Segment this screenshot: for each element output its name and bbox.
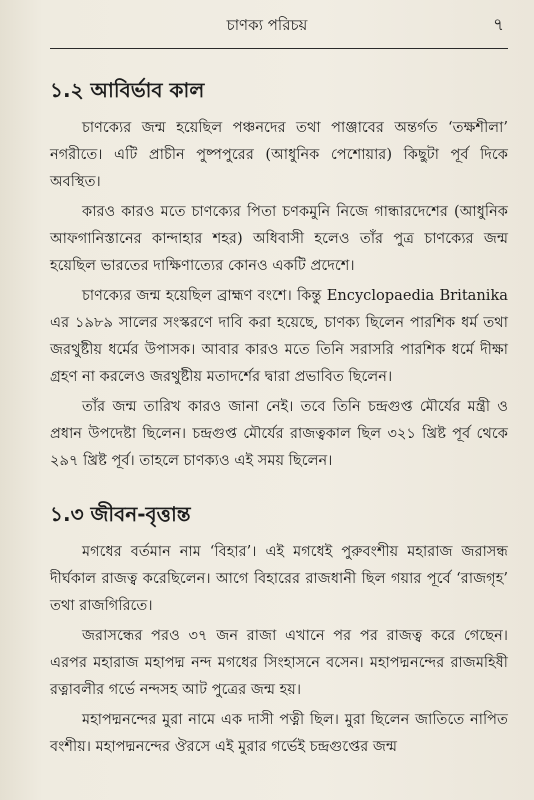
- paragraph: চাণক্যের জন্ম হয়েছিল পঞ্চনদের তথা পাঞ্জাবের অন্তর্গত ‘তক্ষশীলা’ নগরীতে। এটি প্রাচীন পুষ্পপুরের (আধুনিক পেশোয়ার) কিছুটা পূর্ব দিকে অবস্থিত।: [50, 119, 508, 190]
- paragraph: মহাপদ্মনন্দের মুরা নামে এক দাসী পত্নী ছিল। মুরা ছিলেন জাতিতে নাপিত বংশীয়। মহাপদ্মনন্দের ঔরসে এই মুরার গর্ভেই চন্দ্রগুপ্তের জন্ম: [50, 711, 508, 755]
- running-header: [0, 10, 534, 36]
- section-biography: [50, 500, 508, 760]
- paragraph: জরাসন্ধের পরও ৩৭ জন রাজা এখানে পর পর রাজত্ব করে গেছেন। এরপর মহারাজ মহাপদ্ম নন্দ মগধের সিংহাসনে বসেন। মহাপদ্মনন্দের রাজমহিষী রত্নাবলীর গর্ভে নন্দসহ আট পুত্রের জন্ম হয়।: [50, 627, 508, 698]
- paragraph: মগধের বর্তমান নাম ‘বিহার’। এই মগধেই পুরুবংশীয় মহারাজ জরাসন্ধ দীর্ঘকাল রাজত্ব করেছিলেন। আগে বিহারের রাজধানী ছিল গয়ার পূর্বে ‘রাজগৃহ’ তথা রাজগিরিতে।: [50, 543, 508, 614]
- section-emergence-period: [50, 76, 508, 474]
- running-title: চাণক্য পরিচয়: [226, 16, 308, 34]
- paragraph: চাণক্যের জন্ম হয়েছিল ব্রাহ্মণ বংশে। কিন্তু Encyclopaedia Britanika এর ১৯৮৯ সালের সংস্করণে দাবি করা হয়েছে, চাণক্য ছিলেন পারশিক ধর্ম তথা জরথুষ্টীয় ধর্মের উপাসক। আবার কারও মতে তিনি সরাসরি পারশিক ধর্মে দীক্ষা গ্রহণ না করলেও জরথুষ্টীয় মতাদর্শের দ্বারা প্রভাবিত ছিলেন।: [50, 287, 508, 385]
- paragraph: কারও কারও মতে চাণক্যের পিতা চণকমুনি নিজে গান্ধারদেশের (আধুনিক আফগানিস্তানের কান্দাহার শহর) অধিবাসী হলেও তাঁর পুত্র চাণক্যের জন্ম হয়েছিল ভারতের দাক্ষিণাত্যের কোনও একটি প্রদেশে।: [50, 203, 508, 274]
- section-heading: ১.৩ জীবন-বৃত্তান্ত: [50, 502, 191, 526]
- page-number: ৭: [492, 15, 504, 35]
- header-rule: [50, 48, 508, 49]
- page-body: [50, 76, 508, 786]
- paragraph: তাঁর জন্ম তারিখ কারও জানা নেই। তবে তিনি চন্দ্রগুপ্ত মৌর্যের মন্ত্রী ও প্রধান উপদেষ্টা ছিলেন। চন্দ্রগুপ্ত মৌর্যের রাজত্বকাল ছিল ৩২১ খ্রিষ্ট পূর্ব থেকে ২৯৭ খ্রিষ্ট পূর্ব। তাহলে চাণক্যও এই সময় ছিলেন।: [50, 398, 508, 469]
- section-heading: ১.২ আবির্ভাব কাল: [50, 78, 205, 102]
